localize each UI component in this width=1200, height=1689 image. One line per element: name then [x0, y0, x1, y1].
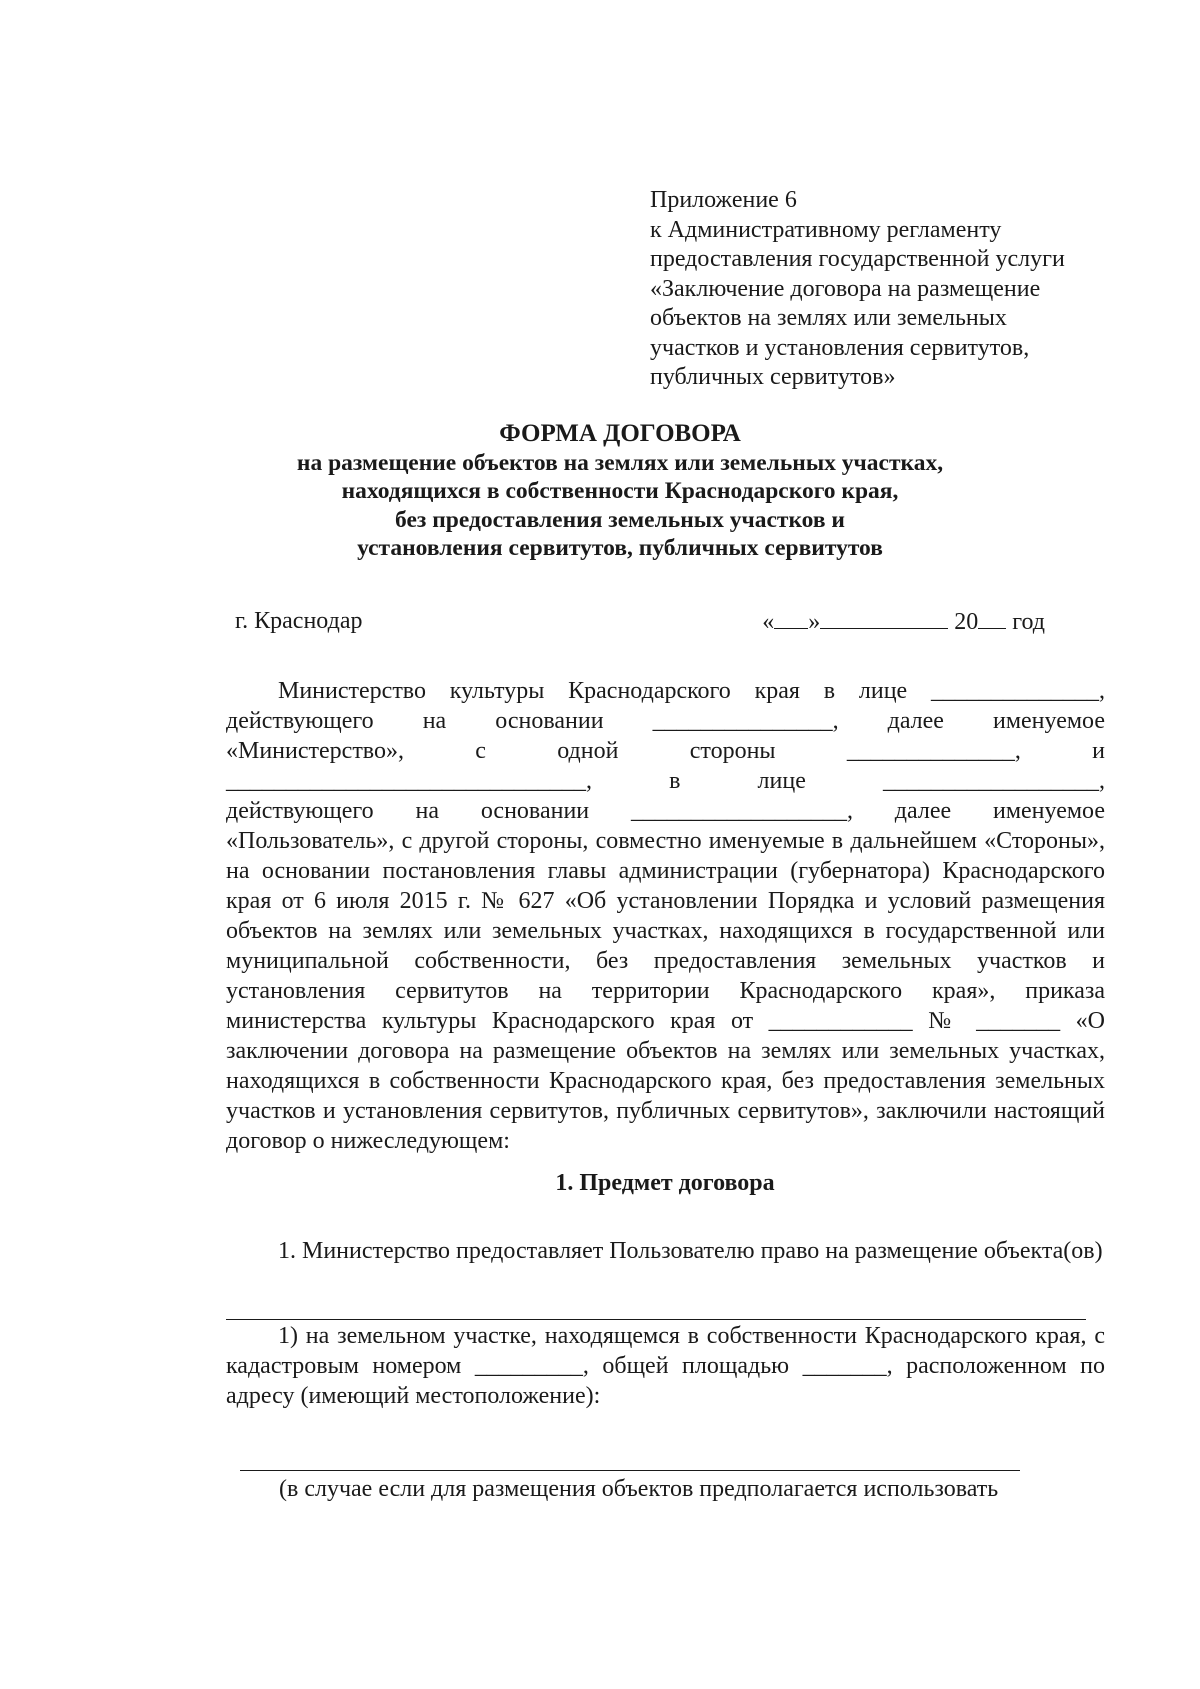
- appendix-line: участков и установления сервитутов,: [650, 334, 1030, 361]
- title-subtitle: [0, 449, 1200, 563]
- appendix-line: «Заключение договора на размещение: [650, 275, 1041, 302]
- preamble-body: «Пользователь», с другой стороны, совместно именуемые в дальнейшем «Стороны», на основании постановления главы администрации (губернатора) Краснодарского края от 6 июля 2015 г. № 627 «Об установлении Порядка и условий размещения объектов на землях или земельных участках, находящихся в государственной или муниципальной собственности, без предоставления земельных участков и установления сервитутов на территории Краснодарского края», приказа министерства культуры Краснодарского края от ____________ № _______ «О заключении договора на размещение объектов на землях или земельных участках, находящихся в собственности Краснодарского края, без предоставления земельных участков и установления сервитутов, публичных сервитутов», заключили настоящий договор о нижеследующем:: [226, 828, 1105, 1154]
- object-blank-line: [226, 1319, 1086, 1320]
- preamble: [226, 676, 1105, 1156]
- appendix-line: предоставления государственной услуги: [650, 246, 1065, 272]
- preamble-line: Министерство культуры Краснодарского края в лице ______________,: [278, 678, 1105, 704]
- appendix-header: [650, 186, 1065, 393]
- note-text: (в случае если для размещения объектов предполагается использовать: [279, 1476, 999, 1502]
- clause-1: [226, 1236, 1105, 1266]
- appendix-line: Приложение 6: [650, 187, 797, 213]
- preamble-line: ______________________________, в лице __________________,: [226, 768, 1105, 794]
- appendix-line: объектов на землях или земельных: [650, 305, 1007, 331]
- subtitle-line: без предоставления земельных участков и: [395, 506, 845, 533]
- place-date-row: [235, 608, 1045, 638]
- preamble-line: «Министерство», с одной стороны ______________, и: [226, 738, 1105, 764]
- quote-open: «: [762, 609, 775, 635]
- appendix-line: к Административному регламенту: [650, 216, 1002, 243]
- clause-1-1: [226, 1321, 1105, 1411]
- title-main: ФОРМА ДОГОВОРА: [499, 420, 741, 447]
- clause-1-text: 1. Министерство предоставляет Пользователю право на размещение объекта(ов): [278, 1238, 1103, 1264]
- preamble-line: действующего на основании _______________, далее именуемое: [226, 708, 1105, 734]
- subtitle-line: находящихся в собственности Краснодарского края,: [341, 478, 899, 504]
- appendix-line: публичных сервитутов»: [650, 364, 896, 390]
- contract-date: [762, 608, 1045, 636]
- day-blank: [774, 608, 808, 629]
- year-suffix: год: [1012, 609, 1045, 635]
- subtitle-line: установления сервитутов, публичных сервитутов: [357, 535, 883, 561]
- subtitle-line: на размещение объектов на землях или земельных участках,: [296, 449, 944, 476]
- year-blank: [978, 608, 1006, 629]
- document-title: [0, 420, 1200, 563]
- year-prefix: 20: [954, 609, 979, 635]
- month-blank: [820, 608, 948, 629]
- clause-1-1-text: 1) на земельном участке, находящемся в собственности Краснодарского края, с кадастровым номером _________, общей площадью _______, расположенном по адресу (имеющий местоположение):: [226, 1323, 1105, 1409]
- city: г. Краснодар: [235, 608, 363, 634]
- quote-close: »: [808, 609, 821, 635]
- section-heading: 1. Предмет договора: [555, 1170, 775, 1196]
- address-blank-line: [240, 1470, 1020, 1471]
- preamble-line: действующего на основании __________________, далее именуемое: [226, 798, 1105, 824]
